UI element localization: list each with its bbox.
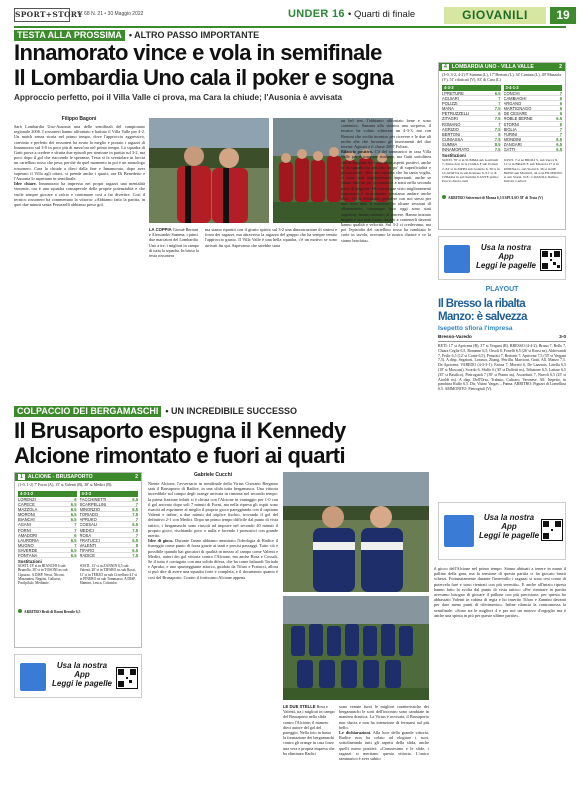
story2-column-1: Niente Alcione, l'avversario in semifinale della Virtus Ciserano Bergamo sarà il Brusaporto di Radice, in una sfida tutta bergamasca. Una vittoria incredibile sul campo degli orange arrivata in rimonta nel secondo tempo: la prima frazione infatti si è chiusa con l'Alcione in vantaggio per 1-0 con il gol arrivato dopo soli 7 minuti di Forni, ma nella ripresa gli ospiti sono riusciti ad esprimere al meglio il proprio gioco pareggiando con il capitano Valenti e infine, a due minuti dal triplice fischio, trovando il gol del definitivo 2-1 con Medici. Dopo un primo tempo difficile dal punto di vista tattico, i bergamaschi sono riusciti ad imporre nel secondo 40 minuti il proprio gioco, rischiando poco o nulla e facendo i pronostici con grande merito. Idee di gioco. Durante l'anno abbiamo ammirato l'ideologia di Radice il fraseggio come punto di forza grazie ai tanti e precisi passaggi. Tutto ciò è possibile quando hai giocatori di qualità in mezzo al campo come Valenti e Medici, autori dei gol vittoria contro l'Alcione, ma anche Rosa e Cossali. Se il tutto è coniugato con una solida difesa, che ha come baluardi Toriado e Apruko, e uno spumeggiante attacco, guidato da Tifaro e Fratucci, allora si può dire di avere una squadra forte e completa, e il documento quanto è così del Brusaporto. Contro il fortissimo Alcione appena [148,481,278,580]
player-name: STORNI [503,121,519,127]
player-rating: 6 [498,111,501,117]
referee: ARBITRO Seiterenzi di Monza 6,5 ESPULSO 58' di Testa (V) [439,194,565,201]
subs-label: Sostituzioni [442,153,466,159]
lineup-row [442,147,501,152]
player-rating: 6.5 [70,553,77,559]
player-rating: 7.5 [494,106,501,112]
story1-caption: LA COPPIA Giosuè Bertoni e Alessandro Summa, i primi due marcatori del Lombardia Uno a tre, i migliori in campo di tutta la squadra. In basso la festa rossonera [149,227,199,259]
story2-tag: COLPACCIO DEI BERGAMASCHI [14,406,161,417]
player-name: SCARPELLINI [79,502,107,508]
qr-code-icon[interactable] [541,519,563,541]
player-rating: 7 [135,517,138,523]
referee: ARBITRO Broli di Broni Bernile 6,5 [15,608,141,616]
player-rating: 6.5 [70,537,77,543]
qr-code-icon[interactable] [116,667,138,689]
app-ad-3[interactable] [438,502,566,560]
match-box-1-scorers: (3-0, 3-2, 4-2) 9' Summa (L), 17' Bertoni (L), 34' Cantata (L), 49' Mazzola (V), 51' rifaticati (V), 83' di Cara (L) [442,72,562,82]
player-name: LAURORIA [18,537,39,543]
player-name: MINONZIO [79,507,100,513]
player-name: ROMANO [442,121,461,127]
player-name: BERTONI [442,131,461,137]
story1-headline-1: Innamorato vince e vola in semifinale [14,40,382,65]
player-rating: 7 [74,542,77,548]
player-name: SUMMA [442,141,458,147]
story1-deck: Approccio perfetto, poi il Villa Valle ci prova, ma Cara la chiude; l'Ausonia è avvisata [14,93,343,102]
player-name: GATTI [503,147,516,153]
player-name: CAMBIAGHI [503,96,527,102]
player-name: FACCHINETTI [79,497,107,502]
app-ad-2-title: Usa la nostra App Leggi le pagelle [51,661,112,688]
player-rating: 7 [498,121,501,127]
header-rule [14,26,566,28]
player-name: VALENTI [79,542,97,548]
player-rating: 7.5 [494,136,501,142]
player-rating: 7 [559,91,562,96]
playout-report: RETI: 17' st Apricena (B), 37' st Vergani (B). BRESSO (4-4-2): Bruno 7, Bello 7, Chiara Ceglie 6,5, Bonanno 6,5, Orsoli 8, Fonelli 6,5 (26' st Rossi ns), Aldrovandi 7, Fedic 6,5 (12' st Conte 6,5), Ponzotti 7, Bertonti 7, Apricena 7,5 (35' st Vergani 7,5). A disp. Segaioni, Lorusso, Zhang, Petrilla, Marcioni, Gatti, All. Manzo 7,5. Da Apricena. VAREDO (4-3-3-1): Farina 7, Moretti 6, De Lazzaris, Latella 6,5 (18' st Mosconi), Scordo 6, Sfulfo 6 (30' st Dolfetti ns), Tribatone 6,5, Lattaro 6,5 (35' st Basilico), Pietroguidi 7 (39' st Pianto ns), Ascardutti 7, Nuvoli 6,5 (25' st Airoldi ns). A disp. Dell'Orso, Trabuio, Cultraro, Veronese. All. Isepetto, in panchina Ruffo 6,5. Dir. Visino Vargas – Panna. ARBITRO: Piguzzi di Lomellina 6,5. AMMONITO: Pietrogiuli (V). [438,344,566,392]
player-rating: 6 [74,532,77,538]
player-name: COSSALI [79,522,98,528]
player-name: BIGLIA [503,126,517,132]
story1-column-2: ma siamo ripartiti con il giusto spirito sul 3-2 una dimostrazione di sintesi e forza dei ragazzi, ma attraverso la ragazza del gruppo che ha sempre tenuto l'approccio giusto. Il Villa Valle è una bella squadra, c'è un motivo se sono arrivati fin qui. Sapevamo che sarebbe stata [205,227,337,248]
lineup-away: 3-4-1-2 CONCHI 7 CAMBIAGHI 6 ARGANO 6 MARTIGNAGO 6 DE CESARE 6 ROBLE BERNE 6.5 STORNI 6 BIGLIA 7 FURINI 7 MONDINI 6.5 ZANGARI 6.5 GATTI 6.5 [503,85,562,153]
player-rating: 7.5 [494,116,501,122]
player-rating: 6 [74,497,77,502]
player-name: APRUKO [79,517,97,523]
lineup-away: 4-3-3 FACCHINETTI 6.5 SCARPELLINI 7 MINONZIO 6.5 TORIADO 7.5 APRUKO 7 COSSALI 6.5 MEDICI 7.5 ROSA 7 FRATUCCI 6.5 VALENTI 8 TIFARO 6.5 RADICE 7.5 [79,491,138,559]
player-name: SAVERDE [18,547,38,553]
story2-caption: LE DUE STELLE Rosa e Valenti, tra i migliori in campo del Brusaporto nella sfida contro l'Alcione; il numero dieci autore del gol del pareggio. Nella foto in basso la formazione dei bergamaschi contro gli orange in casa forze una vera e propria impresa che ha eliminato Radici [283,704,335,756]
player-rating: 6 [559,121,562,127]
masthead-logo: SPORT+STORY [14,8,70,22]
player-rating: 6.5 [132,497,138,502]
match-box-2-title: 1 ALCIONE - BRUSAPORTO 2 [15,473,141,481]
player-rating: 7 [498,101,501,107]
match-box-2-lineups [15,491,141,558]
story1-byline: Filippo Bagoni [61,116,97,122]
story2-headline-2: Alcione rimontato e fuori ai quarti [14,443,346,468]
player-name: I.PRETURE [442,91,464,96]
player-rating: 8 [498,131,501,137]
player-name: RADICE [79,553,95,559]
player-name: DE CESARE [503,111,528,117]
player-name: BIANCHI [18,517,35,523]
photo-players-pair [149,118,269,223]
playout-deck: Isepetto sfiora l'impresa [438,325,513,332]
app-ad-3-title: Usa la nostra App Leggi le pagelle [479,513,540,540]
player-name: ZANGARI [503,141,522,147]
player-rating: 7 [135,502,138,508]
player-name: POLIZZI [442,101,458,107]
player-name: TIFARO [79,547,95,553]
app-ad-1[interactable] [438,236,566,280]
page-number: 19 [550,7,576,24]
player-rating: 6.5 [556,147,562,153]
player-rating: 7.5 [132,512,138,518]
subs-away: SOSTI. 7 st su BROLI S. sub Zucca 8, 61' st in BRAIS F. sub Mazzola 27 st in ROSINA G. sub Storni 6, 36 st in DE BONO sub Marini 6, 44 st in FILIPPONI in sub Storni. N.E.: COZZOLI, Rufino, Pellotti, Carbeci [503,158,562,184]
subs-away: SOSTI. 13' st in ZANNIN 6,5 sub Valenti, 20' st in TIFARO ns sub Rossi, 31' st in TERZO ns sub Crivellaro 41' st in PINERO ns sub Tommasso. A DISP. Mamini, Leuca, Colombo. [79,564,138,586]
story2-column-2: sono venute fuori le migliori caratteristiche dei bergamaschi le sorti dell'incontro sono cambiate in maniera drastica. La Virtus è avvisata, il Brusaporto non sbrcia e non ha intenzione di fermarsi sul più bello. Le dichiarazioni. Alla luce della grande vittoria, Radice non ha celato ad elogiare i suoi, sottolineando tutti gli aspetti della sfida, anche quelli meno positivi: «Conusesimo e le sfide, i ragazzi si meritano questa vittoria. L'unico rammarico è aver subito [339,704,429,762]
player-rating: 7.5 [494,126,501,132]
player-name: AGRIZIO [442,126,459,132]
story1-subkicker: • ALTRO PASSO IMPORTANTE [128,30,260,40]
lineup-row [18,553,77,558]
player-rating: 7 [559,131,562,137]
playout-headline-2: Manzo: è salvezza [438,311,527,323]
player-rating: 8.5 [494,141,501,147]
player-rating: 6 [559,96,562,102]
player-name: FORNI [18,527,31,533]
player-name: MARTIGNAGO [503,106,532,112]
player-rating: 6.5 [494,91,501,96]
lineup-row [504,147,563,152]
player-name: ROSA [79,532,92,538]
lineup-row [80,553,139,558]
issue-date: A. 68 N. 21 • 30 Maggio 2022 [78,11,144,17]
player-name: MANA [442,106,454,112]
player-rating: 6.5 [132,507,138,513]
match-box-1 [438,62,566,230]
player-rating: 6.5 [132,522,138,528]
player-rating: 7.5 [494,147,501,153]
player-name: CUNIASSA [442,136,463,142]
story2-subkicker: • UN INCREDIBILE SUCCESSO [165,406,298,416]
player-rating: 7 [498,96,501,102]
player-name: MEDICI [79,527,94,533]
lineup-home: 4-3-3 I.PRETURE 6.5 AGUIARI 7 POLIZZI 7 MANA 7.5 PETRUZZELLI 6 ZITAGRI 7.5 ROMANO 7 AGRIZIO 7.5 BERTONI 8 CUNIASSA 7.5 SUMMA 8.5 INNAMORATO 7.5 [442,85,501,153]
player-rating: 7.5 [132,553,138,559]
player-name: TORIADO [79,512,99,518]
player-rating: 6.5 [556,116,562,122]
player-name: MUGNO [18,542,34,548]
player-name: ARGANO [503,101,522,107]
story1-tag: TESTA ALLA PROSSIMA [14,30,125,41]
player-name: MORONI [18,512,35,518]
story1-headline-2: Il Lombardia Uno cala il poker e sogna [14,65,394,90]
lineup-home: 4-3-1-2 LORENZI 6 CAPECE 6.5 MAZZOLA 6.5 MORONI 6.5 BIANCHI 6.5 AGANI 7 FORNI 7 AMADORI 6 LAURORIA 6.5 MUGNO 7 SAVERDE 6.5 FONTANA 6.5 [18,491,77,559]
match-box-2-scorers: (1-0, 1-2) 7' Forni (A), 15' st Valenti (B), 38' st Medici (B). [18,482,113,487]
playout-result: Bresso-Varedo 3-0 [438,335,566,340]
match-box-1-title: 4 LOMBARDIA UNO - VILLA VALLE 2 [439,63,565,71]
player-name: FRATUCCI [79,537,100,543]
story2-byline: Gabriele Cucchi [193,472,233,478]
player-rating: 6.5 [556,141,562,147]
player-rating: 6.5 [70,507,77,513]
section-subtitle: • Quarti di finale [348,9,416,20]
app-ad-2[interactable] [14,654,142,698]
player-name: CAPECE [18,502,35,508]
story2-column-3: il gioco dell'Alcione nel primo tempo. Siamo abituati a tenere in mano il pallino della gara, ma la tensione di questa partita ci ha giocato brutti scherzi. Fortunatamente durante l'intervallo i ragazzi si sono resi conto di potercela fare e sono rientrati con più serenità». E anche all'inizio ripresa hanno fatto la svolta dal punto di vista tattico: «Per rientrare in partita avevamo bisogno di giocare il pallone con più precisione, per questo ho abbassato Valenti in cabina di regia e ho inserito Tifaro e Zannini davanti per dare meno punti di riferimento». Infine rilancia la contromossa la semifinale: «Sono tra le migliori 4 e per noi un motivo d'orgoglio ma è anche una spinta in più per queste ultime partite». [434,566,566,618]
player-name: MONDINI [503,136,522,142]
story2-headline-1: Il Brusaporto espugna il Kennedy [14,418,346,443]
player-name: FURINI [503,131,518,137]
player-rating: 6.5 [70,512,77,518]
subs-home: SOSTI. 18' st in BIANCHI 6 sub Brunello, 38' st in TOSONI ns sub Cipuzzo. A DISP. Nessi, Niconi, Mazzantea, Negrini, Galiuest, Pacilpilalo, Mediante. [18,564,68,586]
player-rating: 6 [559,111,562,117]
subs-home: SOSTI. 78' st in SUMMA sub Garibaldi 7, Mana Zott in la CIARA F sub Polizzi 2, 84' st in ZIPPO sub Galardo 6, 30 ts in CLAVATTA in sub Romano 6, 61' st di CHIARA in sub Summa 6 ANTE prima: Puccio Zitola, tutti [442,158,500,184]
story1-column-3: un bel test, l'abbiamo affrontato bene e sono contento». Summa alla sinistra una sorpresa, il tecnico ha voluto schierare un 4-3-3, ma con Bertoni che svolta incentro per ricevere e le due ali molto alte che lavorano gli inserimenti del duo terzini: Aguiari e il classe 2007 Polizzi. Bilancio positivo. C'è del rammarico in casa Villa Valle per il mancato risultato, ma Gatti sottolinea che la stagione ha avuto tanti aspetti positivi, anche se la squadra ha peccato un po' di superficialità e presunzione: «Ho una squadra che ha tanta voglia, ci sono stati miglioramenti importanti, anche se siamo stati un po' presuntuosi a tratti nella seconda parte di stagione. Ho comunque visto miglioramenti importanti e sicuramente possiamo andare anche oltre. Ce la dobbiamo prendere con noi stessi per non aver dato il massimo in alcune sessioni di allenamento; comunque loro oggi sono stati superiori, hanno meritato di vincere. Hanno iniziato meglio e noi non siamo riusciti a contenerli davanti hanno qualità e velocità. Sul 3-2 ci credevamo, ma poi l'episodio del cartellino rosso ha cambiato le carte in tavola, avevamo la nostra chance e ce la siamo bruciata». [341,118,431,243]
section-header [288,7,580,24]
player-rating: 7 [74,522,77,528]
player-rating: 6.5 [70,517,77,523]
playout-headline-1: Il Bresso la ribalta [438,298,526,310]
playout-label: PLAYOUT [485,286,519,293]
player-name: ZITAGRI [442,116,458,122]
player-rating: 7 [74,527,77,533]
player-name: PETRUZZELLI [442,111,470,117]
player-rating: 6.5 [132,547,138,553]
photo-rosa-valenti [283,472,429,592]
player-name: ROBLE BERNE [503,116,533,122]
section-tab: GIOVANILI [444,7,546,24]
player-rating: 7.5 [132,527,138,533]
app-ad-1-title: Usa la nostra App Leggi le pagelle [475,243,536,270]
player-name: MAZZOLA [18,507,38,513]
player-rating: 7 [559,126,562,132]
player-name: AMADORI [18,532,38,538]
app-cube-icon [444,515,474,547]
player-rating: 7 [135,532,138,538]
app-cube-icon [444,245,470,273]
qr-code-icon[interactable] [540,249,562,271]
player-name: FONTANA [18,553,38,559]
player-rating: 6 [559,106,562,112]
subs-label: Sostituzioni [18,559,42,565]
player-rating: 6.5 [556,136,562,142]
player-rating: 6.5 [70,502,77,508]
player-name: INNAMORATO [442,147,470,153]
app-cube-icon [20,663,46,691]
match-box-2 [14,472,142,648]
player-rating: 8 [135,542,138,548]
player-name: CONCHI [503,91,520,96]
player-rating: 6.5 [132,537,138,543]
whistle-icon [442,195,446,199]
player-name: LORENZI [18,497,36,502]
whistle-icon [18,609,22,613]
photo-brusaporto-team [283,596,429,700]
story1-column-1: Sarà Lombardia Uno-Ausonia una delle semifinali del campionato regionale 2006. I rossoneri hanno affrontato e battuto il Villa Valle per 4-2. Un match senza storia nel primo tempo, dove l'approccio aggressivo, convinto e perfetto dei rossoneri ha avuto la meglio e portato i ragazzi di Innamorato sul 3-0 in poco più di mezz'ora nel primo tempo. La squadra di Gatti prova a credere e sfrutta due episodi per rientrare in partita sul 3-2, ma poco dopo il gol che riaccende le speranze, Testa sì fa sventolare in faccia un cartellino rosso che pesa, perché da quel momento in poi è un monologo rossonero. Cara la chiude a dieci dalla fine e Innamorato, dopo aver superato il Villa agli ottavi, si prende anche i quarti; ora Di Benedetto e l'Ausonia lo aspettano in semifinale. Idee chiare. Innamorato ha impresso nei propri ragazzi una mentalità vincente, ora è una squadra consapevole delle proprie potenzialità e che vuole sempre giocare a calcio e continuare così a far divertire. Così il tecnico rossonero ha commentato la vittoria: «Abbiamo fatto la partita, in quei due minuti senza Peruzzelli abbiamo preso gol, [14,124,145,208]
section-category: UNDER 16 [288,8,345,20]
match-box-1-lineups [439,85,565,152]
player-rating: 6.5 [70,547,77,553]
story2-kicker [14,406,434,417]
player-name: AGUIARI [442,96,459,102]
player-rating: 6 [559,101,562,107]
player-name: AGANI [18,522,31,528]
